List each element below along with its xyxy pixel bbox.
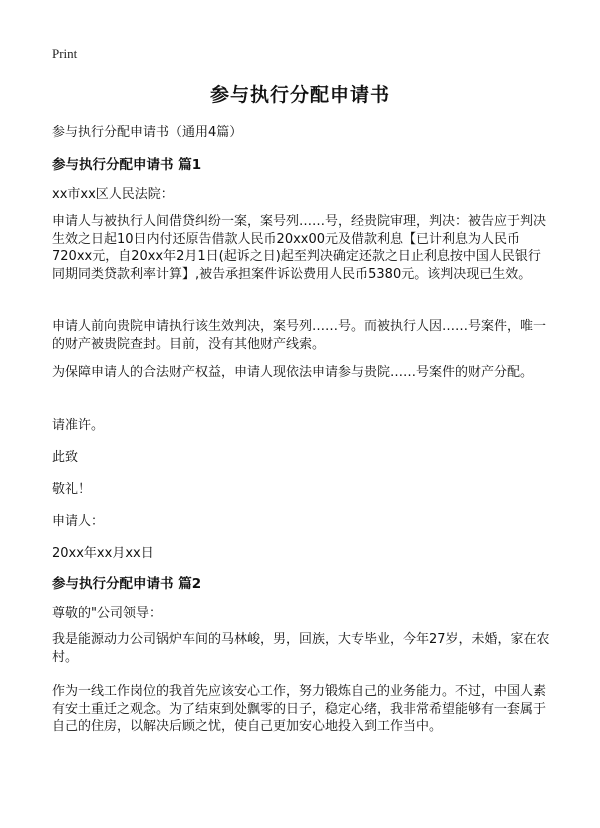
- section-1-paragraph-2: 申请人前向贵院申请执行该生效判决，案号列……号。而被执行人因……号案件，唯一的财产被贵院查封。目前，没有其他财产线索。: [52, 319, 547, 352]
- print-label: Print: [52, 46, 78, 61]
- section-1-applicant: 申请人：: [52, 514, 105, 529]
- section-2-paragraph-1: 我是能源动力公司锅炉车间的马林峻，男，回族，大专毕业，今年27岁，未婚，家在农村。: [52, 632, 550, 665]
- section-1-request: 请准许。: [52, 418, 105, 433]
- section-1-salute: 敬礼！: [52, 482, 92, 497]
- section-1-paragraph-1: 申请人与被执行人间借贷纠纷一案，案号列……号，经贵院审理，判决：被告应于判决生效之日起10日内付还原告借款人民币20xx00元及借款利息【已计利息为人民币720xx元，自20xx年2月1日(起诉之日)起至判决确定还款之日止利息按中国人民银行同期同类贷款利率计算】,被告承担案件诉讼费用人民币5380元。该判决现已生效。: [52, 214, 547, 282]
- section-1-addressee: xx市xx区人民法院：: [52, 187, 174, 202]
- section-1-heading: 参与执行分配申请书 篇1: [52, 157, 202, 173]
- section-2-greeting: 尊敬的"公司领导：: [52, 606, 162, 621]
- section-2-paragraph-2: 作为一线工作岗位的我首先应该安心工作，努力锻炼自己的业务能力。不过，中国人素有安土重迁之观念。为了结束到处飘零的日子，稳定心绪，我非常希望能够有一套属于自己的住房，以解决后顾之忧，使自己更加安心地投入到工作当中。: [52, 684, 547, 734]
- section-1-closing: 此致: [52, 450, 79, 465]
- section-2-heading: 参与执行分配申请书 篇2: [52, 576, 202, 592]
- section-1-paragraph-3: 为保障申请人的合法财产权益，申请人现依法申请参与贵院……号案件的财产分配。: [52, 365, 534, 380]
- document-subtitle: 参与执行分配申请书（通用4篇）: [52, 125, 243, 140]
- document-title: 参与执行分配申请书: [209, 84, 390, 106]
- section-1-date: 20xx年xx月xx日: [52, 546, 154, 561]
